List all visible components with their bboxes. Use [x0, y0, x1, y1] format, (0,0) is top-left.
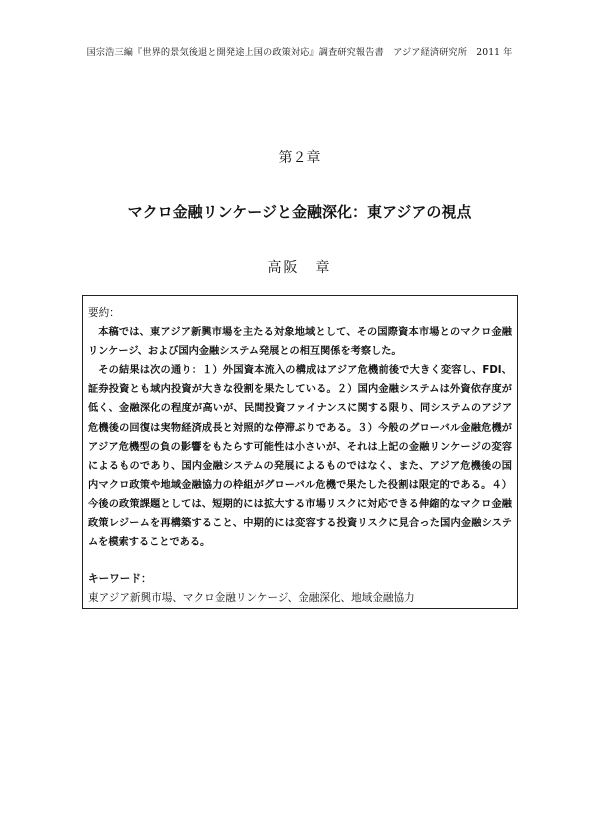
abstract-paragraph: その結果は次の通り：１）外国資本流入の構成はアジア危機前後で大きく変容し、FDI、証券投資とも域内投資が大きな役割を果たしている。２）国内金融システムは外資依存度が低く、金融深化の程度が高いが、民間投資ファイナンスに関する限り、同システムのアジア危機後の回復は実物経済成長と対照的な停滞ぶりである。３）今般のグローバル金融危機がアジア危機型の負の影響をもたらす可能性は小さいが、それは上記の金融リンケージの変容によるものであり、国内金融システムの発展によるものではなく、また、アジア危機後の国内マクロ政策や地域金融協力の枠組がグローバル危機で果たした役割は限定的である。４）今後の政策課題としては、短期的には拡大する市場リスクに対応できる伸縮的なマクロ金融政策レジームを再構築すること、中期的には変容する投資リスクに見合った国内金融システムを模索することである。 — [88, 365, 512, 549]
abstract-box — [82, 295, 518, 609]
chapter-title: マクロ金融リンケージと金融深化：東アジアの視点 — [127, 203, 472, 221]
keywords-list: 東アジア新興市場、マクロ金融リンケージ、金融深化、地域金融協力 — [88, 592, 415, 605]
abstract-label: 要約： — [88, 307, 120, 319]
author-name: 高阪 章 — [267, 260, 332, 276]
abstract-paragraph: 本稿では、東アジア新興市場を主たる対象地域として、その国際資本市場とのマクロ金融リンケージ、および国内金融システム発展との相互関係を考察した。 — [88, 327, 512, 358]
running-header: 国宗浩三編『世界的景気後退と開発途上国の政策対応』調査研究報告書 アジア経済研究所 2011 年 — [86, 47, 513, 58]
keywords-label: キーワード： — [88, 573, 152, 586]
chapter-number: 第２章 — [278, 150, 321, 166]
